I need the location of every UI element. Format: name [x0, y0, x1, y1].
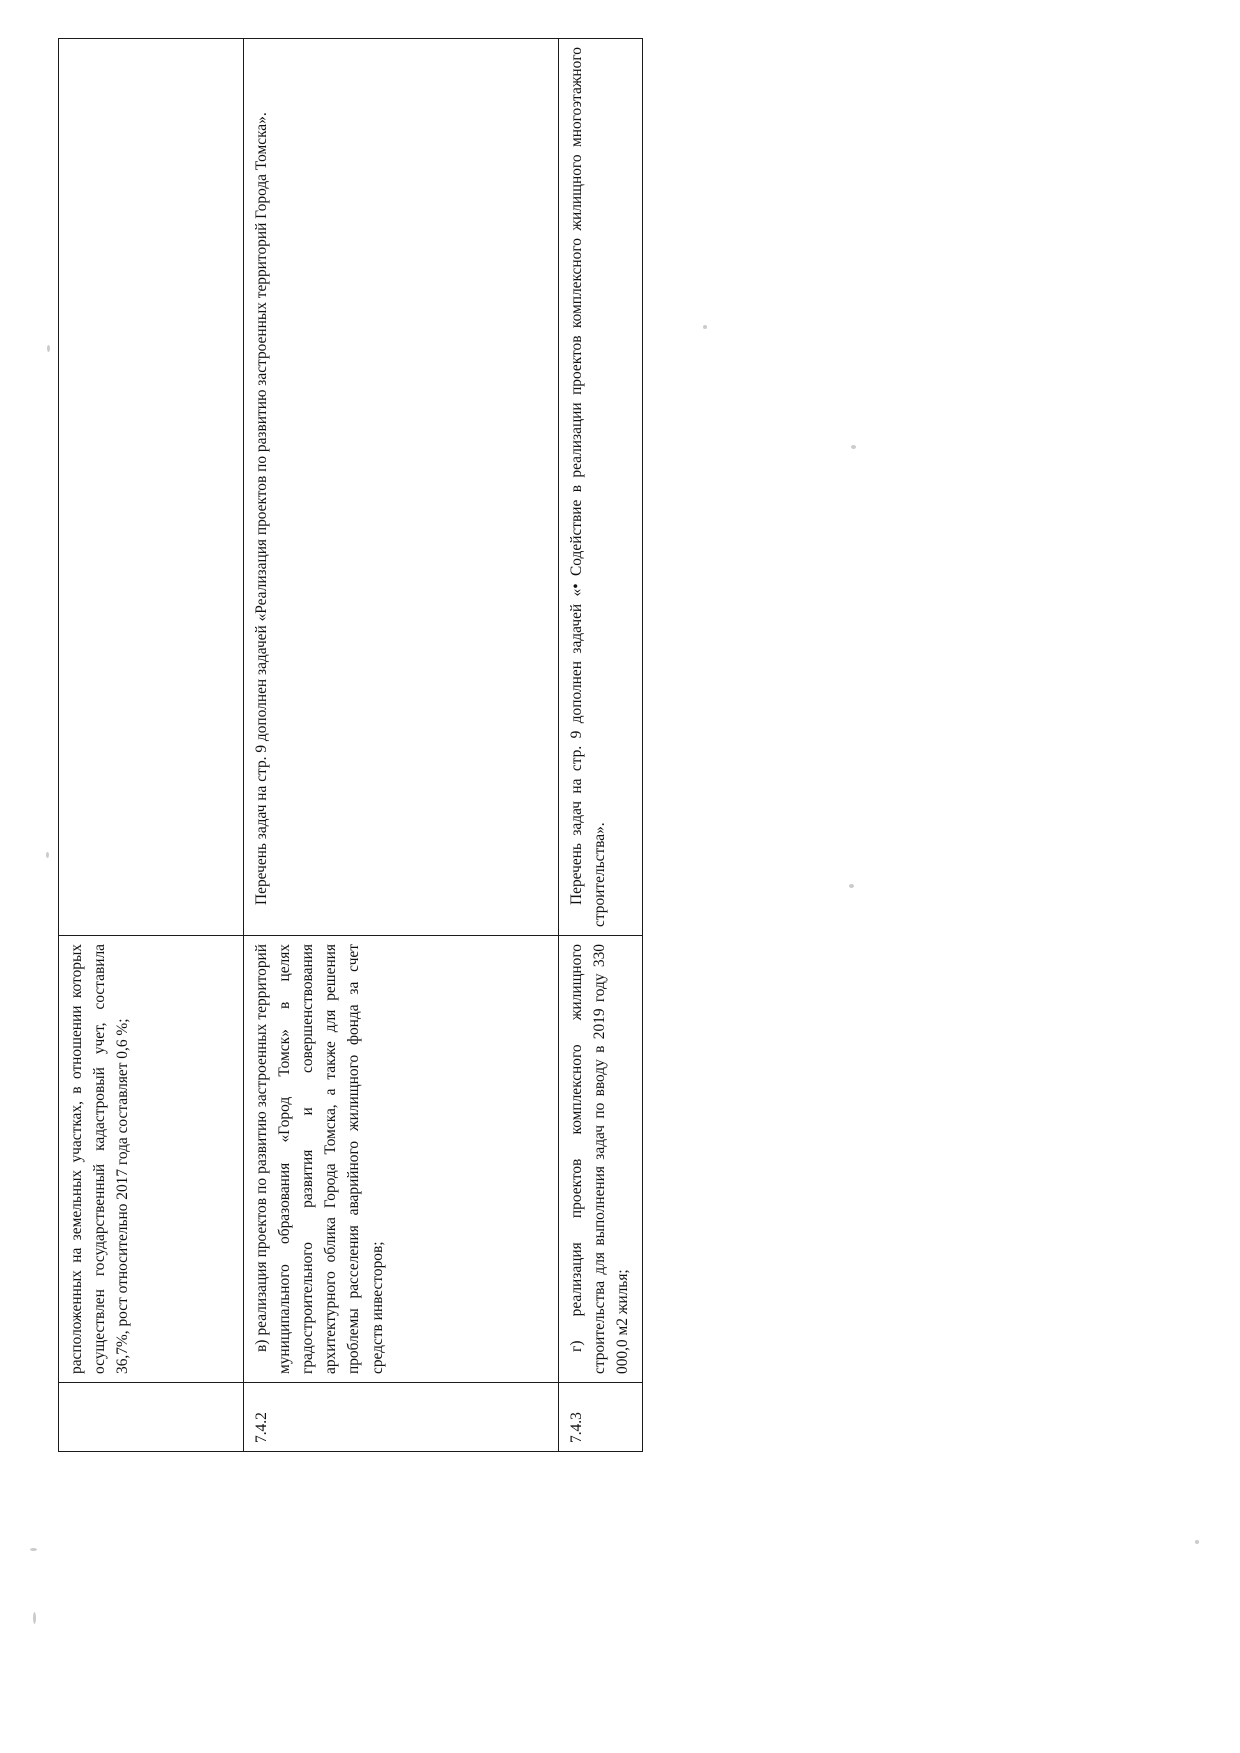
scan-speckle: [703, 325, 707, 329]
row-result-text: Перечень задач на стр. 9 дополнен задачей «• Содействие в реализации проектов комплексного жилищного многоэтажного строительства».: [559, 39, 643, 936]
scan-speckle: [33, 1612, 36, 1624]
row-proposal-text: г) реализация проектов комплексного жилищного строительства для выполнения задач по вводу в 2019 году 330 000,0 м2 жилья;: [559, 936, 643, 1383]
table-row: [559, 39, 643, 1452]
row-result-text: [59, 39, 244, 936]
row-proposal-text: в) реализация проектов по развитию застроенных территорий муниципального образования «Город Томск» в целях градостроительного развития и совершенствования архитектурного облика Города Томска, а также для решения проблемы расселения аварийного жилищного фонда за счет средств инвесторов;: [244, 936, 559, 1383]
scan-speckle: [46, 852, 49, 858]
table-row: [59, 39, 244, 1452]
scan-speckle: [47, 345, 50, 352]
row-number: 7.4.2: [244, 1383, 559, 1452]
row-result-text: Перечень задач на стр. 9 дополнен задачей «Реализация проектов по развитию застроенных территорий Города Томска».: [244, 39, 559, 936]
scan-speckle: [1195, 1540, 1199, 1544]
scan-speckle: [849, 884, 854, 888]
table-row: [244, 39, 559, 1452]
rotated-table-wrapper: [58, 47, 632, 1452]
scan-speckle: [851, 445, 856, 449]
scan-speckle: [30, 1548, 37, 1551]
row-proposal-text: расположенных на земельных участках, в отношении которых осуществлен государственный кадастровый учет, составила 36,7%, рост относительно 2017 года составляет 0,6 %;: [59, 936, 244, 1383]
row-number: 7.4.3: [559, 1383, 643, 1452]
row-number: [59, 1383, 244, 1452]
proposals-table: [58, 38, 643, 1452]
